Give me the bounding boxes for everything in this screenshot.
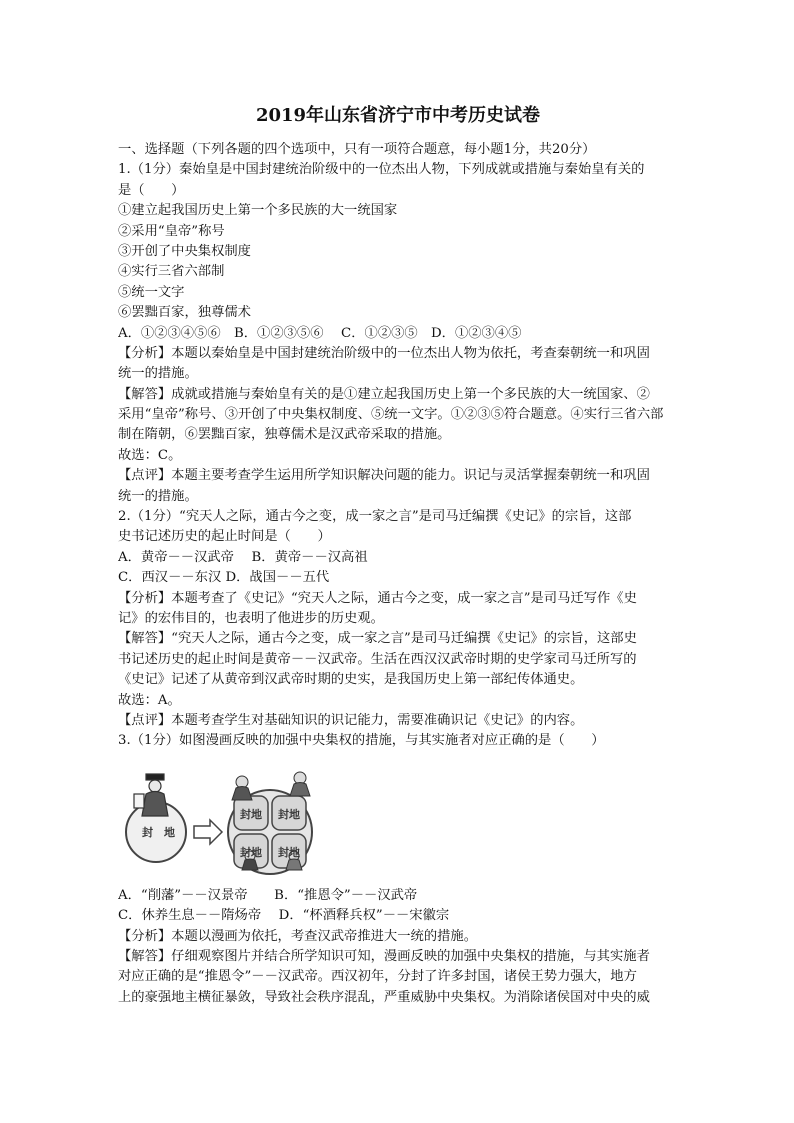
text-line: 故选：A。 [118,692,181,708]
text-line: 记》的宏伟目的，也表明了他进步的历史观。 [118,610,384,626]
text-line: ③开创了中央集权制度 [118,243,251,259]
text-line: 【分析】本题以秦始皇是中国封建统治阶级中的一位杰出人物为依托，考查秦朝统一和巩固 [118,345,650,361]
text-line: 【点评】本题主要考查学生运用所学知识解决问题的能力。识记与灵活掌握秦朝统一和巩固 [118,468,650,484]
text-line: ⑤统一文字 [118,284,185,300]
question-text-bottom [118,886,678,1008]
text-line: 统一的措施。 [118,488,198,504]
fief-label-left: 封 地 [142,825,175,839]
text-line: A．①②③④⑤⑥ B．①②③⑤⑥ C．①②③⑤ D．①②③④⑤ [118,325,522,341]
text-line: 1.（1分）秦始皇是中国封建统治阶级中的一位杰出人物，下列成就或措施与秦始皇有关的 [118,162,645,178]
text-line: 【解答】仔细观察图片并结合所学知识可知，漫画反映的加强中央集权的措施，与其实施者 [118,948,650,964]
text-line: 3.（1分）如图漫画反映的加强中央集权的措施，与其实施者对应正确的是（ ） [118,733,605,749]
exam-page [118,104,678,1008]
text-line: 故选：C。 [118,447,182,463]
text-line: 制在隋朝，⑥罢黜百家，独尊儒术是汉武帝采取的措施。 [118,427,451,443]
cartoon-illustration [122,756,332,884]
text-line: 2.（1分）“究天人之际，通古今之变，成一家之言”是司马迁编撰《史记》的宗旨，这部 [118,509,632,525]
question-text-top [118,140,678,752]
text-line: 【解答】“究天人之际，通古今之变，成一家之言”是司马迁编撰《史记》的宗旨，这部史 [118,631,637,647]
text-line: C．西汉－－东汉 D．战国－－五代 [118,570,330,586]
text-line: ④实行三省六部制 [118,264,225,280]
text-line: 书记述历史的起止时间是黄帝－－汉武帝。生活在西汉汉武帝时期的史学家司马迁所写的 [118,651,637,667]
text-line: A．“削藩”－－汉景帝 B．“推恩令”－－汉武帝 [118,887,418,903]
text-line: 《史记》记述了从黄帝到汉武帝时期的史实，是我国历史上第一部纪传体通史。 [118,672,584,688]
text-line: 史书记述历史的起止时间是（ ） [118,529,331,545]
text-line: 【点评】本题考查学生对基础知识的识记能力，需要准确识记《史记》的内容。 [118,712,584,728]
text-line: 采用“皇帝”称号、③开创了中央集权制度、⑤统一文字。①②③⑤符合题意。④实行三省六部 [118,407,664,423]
fief-label-q2: 封地 [278,807,300,821]
text-line: ②采用“皇帝”称号 [118,223,225,239]
text-line: ①建立起我国历史上第一个多民族的大一统国家 [118,203,398,219]
arrow-icon [194,820,222,844]
fief-label-q3: 封地 [240,845,262,859]
text-line: 统一的措施。 [118,366,198,382]
text-line: A．黄帝－－汉武帝 B．黄帝－－汉高祖 [118,549,368,565]
text-line: ⑥罢黜百家，独尊儒术 [118,305,251,321]
fief-label-q4: 封地 [278,845,300,859]
page-title: 2019年山东省济宁市中考历史试卷 [255,105,541,126]
text-line: 【分析】本题考查了《史记》“究天人之际，通古今之变，成一家之言”是司马迁写作《史 [118,590,637,606]
text-line: 对应正确的是“推恩令”－－汉武帝。西汉初年，分封了许多封国，诸侯王势力强大，地方 [118,969,637,985]
text-line: C．休养生息－－隋炀帝 D．“杯酒释兵权”－－宋徽宗 [118,908,450,924]
cartoon-figure [122,756,332,884]
text-line: 一、选择题（下列各题的四个选项中，只有一项符合题意，每小题1分，共20分） [118,142,596,157]
text-line: 【解答】成就或措施与秦始皇有关的是①建立起我国历史上第一个多民族的大一统国家、② [118,386,650,402]
text-line: 【分析】本题以漫画为依托，考查汉武帝推进大一统的措施。 [118,928,478,944]
text-line: 是（ ） [118,182,185,198]
fief-label-q1: 封地 [240,807,262,821]
text-line: 上的豪强地主横征暴敛，导致社会秩序混乱，严重威胁中央集权。为消除诸侯国对中央的威 [118,989,650,1005]
